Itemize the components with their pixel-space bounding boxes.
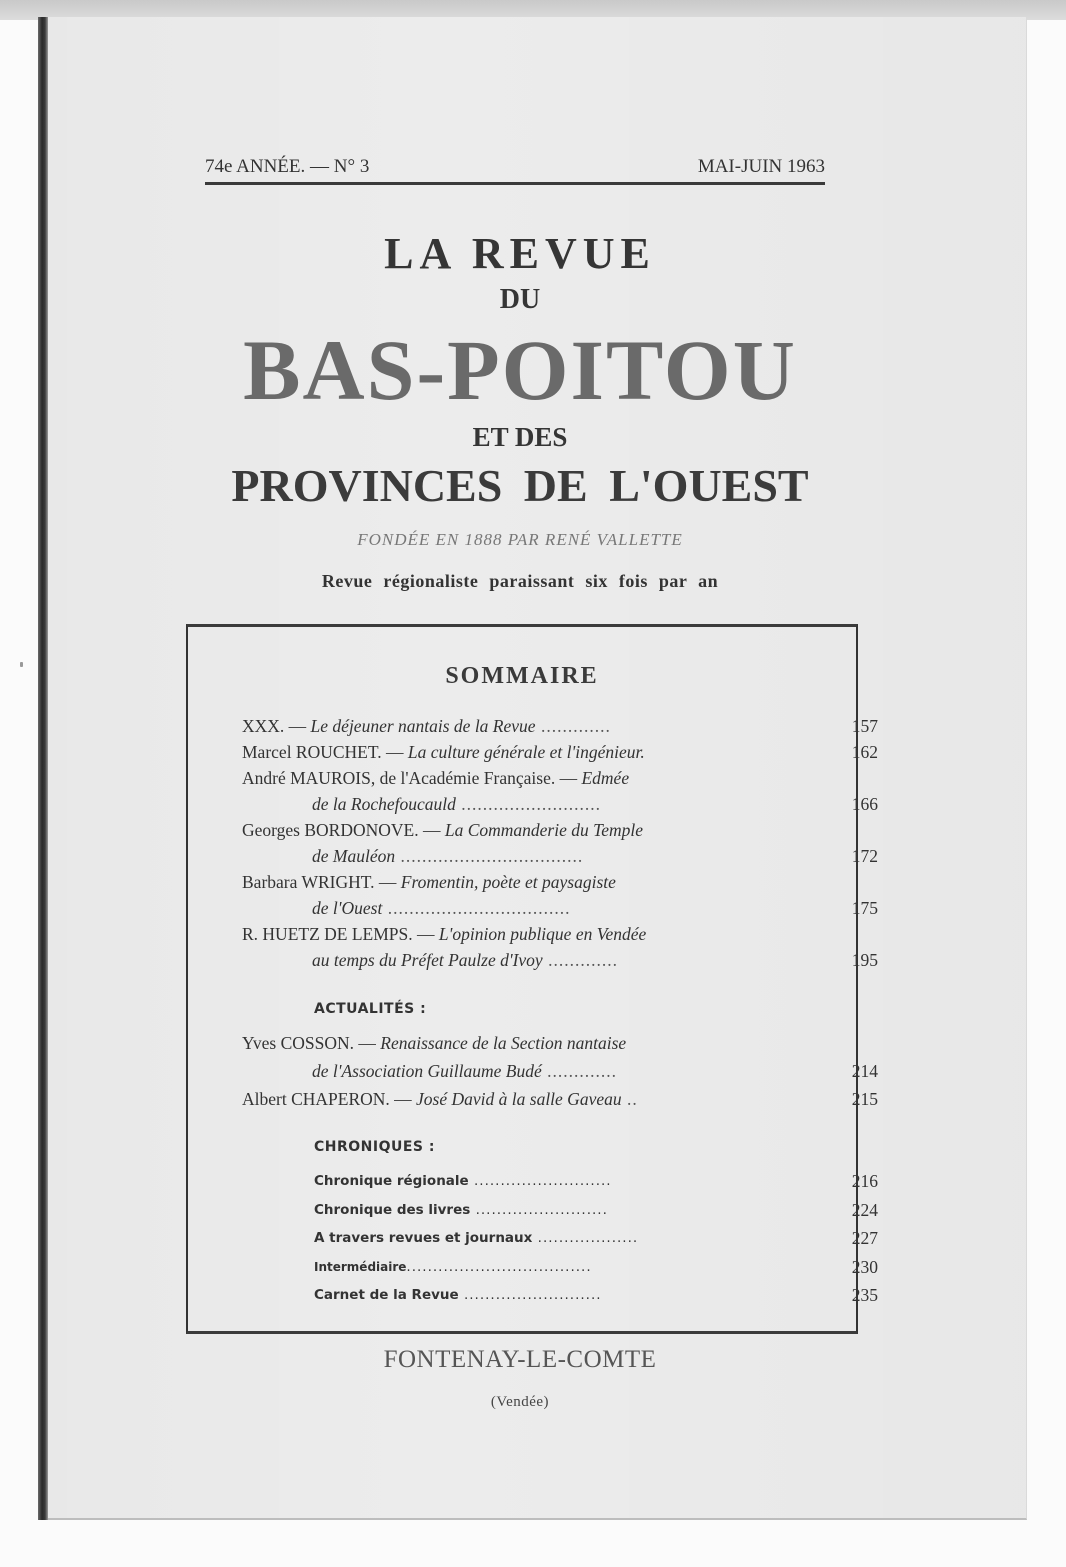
toc-page: 214 <box>851 1061 878 1081</box>
toc-author: Georges BORDONOVE. — <box>242 820 445 840</box>
scan-speck <box>20 662 23 667</box>
toc-title-continued: de l'Ouest <box>312 898 383 918</box>
toc-leader: .................................. <box>395 846 584 866</box>
toc-entry <box>242 817 878 869</box>
title-et-des: ET DES <box>472 422 568 452</box>
toc-entry <box>242 713 878 739</box>
toc-leader: ......................... <box>470 1201 608 1218</box>
founded-line: FONDÉE EN 1888 PAR RENÉ VALLETTE <box>357 530 683 549</box>
toc-leader: .................................. <box>382 898 571 918</box>
toc-title: Renaissance de la Section nantaise <box>380 1033 627 1053</box>
articles-list <box>242 713 878 973</box>
toc-leader: .......................... <box>468 1173 612 1189</box>
header-rule <box>205 182 825 185</box>
toc-title: La Commanderie du Temple <box>444 820 644 840</box>
toc-title: La culture générale et l'ingénieur. <box>407 742 645 762</box>
tagline: Revue régionaliste paraissant six fois par an <box>321 571 719 591</box>
title-du: DU <box>499 284 541 315</box>
toc-entry <box>314 1281 878 1310</box>
chroniques-label: CHRONIQUES : <box>314 1139 435 1155</box>
toc-entry <box>242 1029 878 1085</box>
title-bas-poitou: BAS-POITOU <box>243 322 797 418</box>
issue-date: MAI-JUIN 1963 <box>697 156 825 177</box>
toc-title: L'opinion publique en Vendée <box>438 924 647 944</box>
toc-page: 162 <box>851 742 878 762</box>
toc-author: XXX. — <box>242 716 311 736</box>
toc-leader: ................... <box>532 1230 639 1246</box>
toc-page: 157 <box>851 716 878 736</box>
toc-title-continued: au temps du Préfet Paulze d'Ivoy <box>312 950 543 970</box>
chroniques-list <box>314 1167 878 1310</box>
toc-entry <box>242 869 878 921</box>
toc-title: A travers revues et journaux <box>314 1230 533 1246</box>
toc-author: R. HUETZ DE LEMPS. — <box>242 924 439 944</box>
toc-page: 195 <box>851 950 878 970</box>
toc-title: Le déjeuner nantais de la Revue <box>310 716 536 736</box>
toc-author: Marcel ROUCHET. — <box>242 742 408 762</box>
page-spine <box>38 17 48 1520</box>
toc-page: 172 <box>851 846 878 866</box>
toc-leader: .......................... <box>458 1287 602 1303</box>
toc-author: Barbara WRIGHT. — <box>242 872 401 892</box>
toc-title: Intermédiaire <box>314 1259 407 1274</box>
toc-entry <box>314 1167 878 1196</box>
toc-title: Carnet de la Revue <box>314 1287 459 1303</box>
toc-author: Yves COSSON. — <box>242 1033 381 1053</box>
toc-page: 166 <box>851 794 878 814</box>
actualites-label: ACTUALITÉS : <box>314 1001 427 1017</box>
toc-leader: ............. <box>542 950 618 970</box>
toc-page: 227 <box>851 1228 878 1248</box>
toc-leader: .. <box>621 1089 638 1109</box>
toc-title-continued: de l'Association Guillaume Budé <box>312 1061 542 1081</box>
toc-page: 224 <box>851 1199 878 1220</box>
toc-title: Chronique des livres <box>314 1201 471 1218</box>
toc-title: José David à la salle Gaveau <box>416 1089 622 1109</box>
toc-entry <box>242 739 878 765</box>
sommaire-heading: SOMMAIRE <box>445 663 599 689</box>
toc-author: Albert CHAPERON. — <box>242 1089 417 1109</box>
toc-title: Fromentin, poète et paysagiste <box>400 872 616 892</box>
toc-entry <box>314 1253 878 1282</box>
toc-leader: ............. <box>535 716 611 736</box>
title-provinces: PROVINCES DE L'OUEST <box>231 460 809 511</box>
toc-title-continued: de Mauléon <box>312 846 396 866</box>
toc-title-continued: de la Rochefoucauld <box>312 794 456 814</box>
toc-leader: ................................... <box>406 1258 592 1275</box>
toc-entry <box>242 921 878 973</box>
title-la-revue: LA REVUE <box>384 229 656 278</box>
toc-title: Edmée <box>581 768 630 788</box>
toc-leader: .......................... <box>455 794 601 814</box>
toc-entry <box>314 1196 878 1225</box>
issue-number: 74e ANNÉE. — N° 3 <box>205 156 370 177</box>
actualites-list <box>242 1029 878 1113</box>
toc-leader: ............. <box>541 1061 617 1081</box>
publisher-city: FONTENAY-LE-COMTE <box>383 1346 657 1373</box>
toc-page: 175 <box>851 898 878 918</box>
toc-page: 230 <box>851 1256 878 1277</box>
toc-entry <box>242 765 878 817</box>
table-of-contents-box <box>186 624 878 1334</box>
issue-header <box>205 152 825 182</box>
toc-entry <box>242 1085 878 1113</box>
toc-title: Chronique régionale <box>314 1173 469 1189</box>
toc-entry <box>314 1224 878 1253</box>
toc-page: 235 <box>851 1285 878 1305</box>
toc-page: 216 <box>851 1171 878 1191</box>
toc-page: 215 <box>851 1089 878 1109</box>
publisher-department: (Vendée) <box>490 1394 550 1410</box>
toc-author: André MAUROIS, de l'Académie Française. — <box>242 768 582 788</box>
